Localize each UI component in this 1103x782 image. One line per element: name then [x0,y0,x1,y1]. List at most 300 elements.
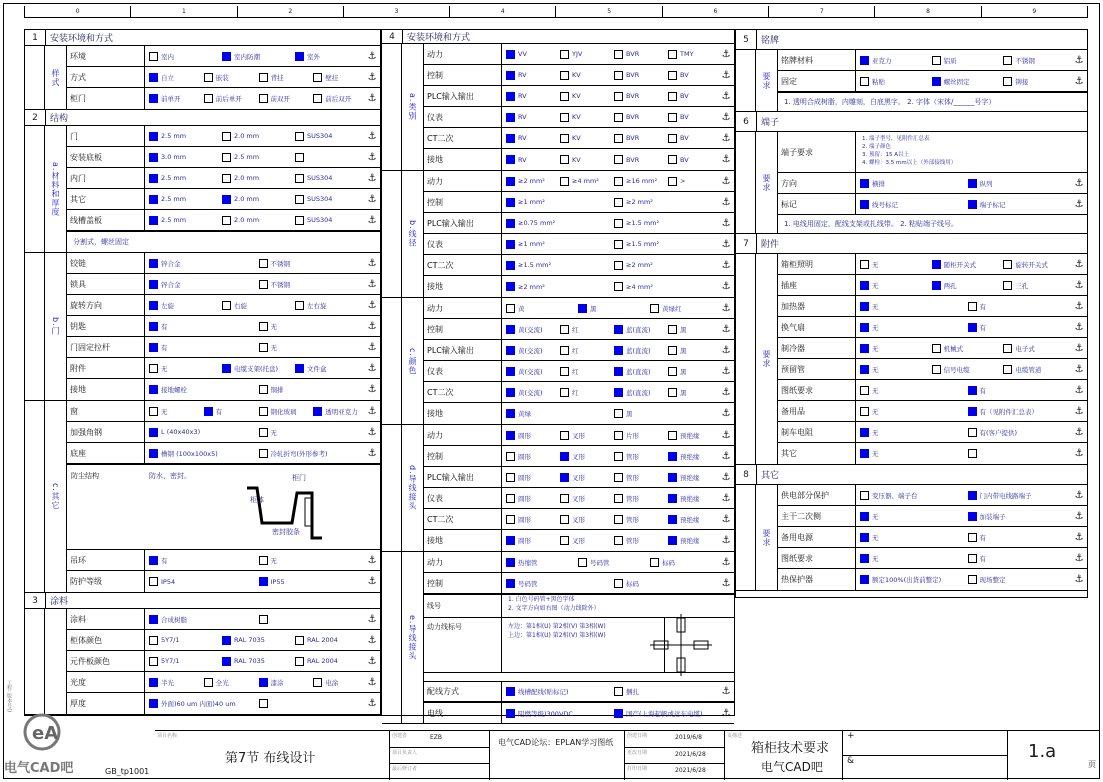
checkbox[interactable] [295,216,304,225]
checkbox[interactable] [313,678,322,687]
checkbox[interactable] [149,343,158,352]
option-item[interactable] [255,73,310,82]
option-item[interactable] [145,615,255,624]
checkbox[interactable] [506,452,515,461]
checkbox[interactable] [614,261,623,270]
option-item[interactable] [610,346,664,355]
checkbox[interactable] [614,346,623,355]
checkbox[interactable] [560,536,569,545]
option-item[interactable] [309,94,364,103]
checkbox[interactable] [506,282,515,291]
option-item[interactable] [502,367,556,376]
option-item[interactable] [610,282,718,291]
option-item[interactable] [856,323,964,332]
checkbox[interactable] [149,73,158,82]
option-item[interactable] [610,473,664,482]
checkbox[interactable] [506,71,515,80]
checkbox[interactable] [968,512,977,521]
option-item[interactable] [502,325,556,334]
option-item[interactable] [964,386,1072,395]
checkbox[interactable] [506,473,515,482]
option-item[interactable] [664,71,718,80]
option-item[interactable] [610,240,718,249]
option-item[interactable] [928,260,1000,269]
checkbox[interactable] [968,554,977,563]
checkbox[interactable] [295,153,304,162]
option-item[interactable] [856,179,964,188]
option-item[interactable] [291,153,364,162]
checkbox[interactable] [506,261,515,270]
checkbox[interactable] [222,636,231,645]
option-item[interactable] [610,494,664,503]
checkbox[interactable] [560,92,569,101]
option-item[interactable] [255,322,365,331]
option-item[interactable] [928,344,1000,353]
option-item[interactable] [145,94,200,103]
checkbox[interactable] [860,323,869,332]
checkbox[interactable] [614,409,623,418]
option-item[interactable] [145,364,218,373]
checkbox[interactable] [860,281,869,290]
checkbox[interactable] [860,428,869,437]
checkbox[interactable] [149,322,158,331]
option-item[interactable] [255,280,365,289]
checkbox[interactable] [560,325,569,334]
option-item[interactable] [200,678,255,687]
option-item[interactable] [145,428,255,437]
option-item[interactable] [856,533,964,542]
checkbox[interactable] [614,709,623,718]
option-item[interactable] [856,200,964,209]
checkbox[interactable] [506,177,515,186]
checkbox[interactable] [668,177,677,186]
option-item[interactable] [856,281,928,290]
checkbox[interactable] [968,491,977,500]
checkbox[interactable] [506,113,515,122]
option-item[interactable] [999,56,1071,65]
checkbox[interactable] [860,386,869,395]
option-item[interactable] [610,579,718,588]
option-item[interactable] [556,325,610,334]
checkbox[interactable] [149,657,158,666]
checkbox[interactable] [204,407,213,416]
option-item[interactable] [502,579,610,588]
option-item[interactable] [502,219,610,228]
option-item[interactable] [664,113,718,122]
checkbox[interactable] [650,558,659,567]
checkbox[interactable] [222,657,231,666]
option-item[interactable] [218,301,291,310]
checkbox[interactable] [560,155,569,164]
option-item[interactable] [200,407,255,416]
option-item[interactable] [145,556,255,565]
option-item[interactable] [964,533,1072,542]
option-item[interactable] [218,216,291,225]
option-item[interactable] [502,240,610,249]
checkbox[interactable] [614,687,623,696]
option-item[interactable] [556,113,610,122]
option-item[interactable] [145,449,255,458]
option-item[interactable] [255,449,365,458]
option-item[interactable] [964,323,1072,332]
checkbox[interactable] [259,615,268,624]
checkbox[interactable] [295,52,304,61]
checkbox[interactable] [506,494,515,503]
checkbox[interactable] [860,407,869,416]
option-item[interactable] [218,52,291,61]
checkbox[interactable] [614,515,623,524]
option-item[interactable] [610,452,664,461]
option-item[interactable] [502,515,556,524]
option-item[interactable] [145,657,218,666]
option-item[interactable] [255,556,365,565]
checkbox[interactable] [968,428,977,437]
option-item[interactable] [964,200,1072,209]
option-item[interactable] [502,134,556,143]
option-item[interactable] [610,92,664,101]
checkbox[interactable] [259,699,268,708]
option-item[interactable] [664,367,718,376]
option-item[interactable] [610,388,664,397]
option-item[interactable] [856,491,964,500]
checkbox[interactable] [149,132,158,141]
option-item[interactable] [856,449,964,458]
option-item[interactable] [928,56,1000,65]
option-item[interactable] [964,407,1072,416]
checkbox[interactable] [259,449,268,458]
checkbox[interactable] [614,113,623,122]
option-item[interactable] [145,385,255,394]
option-item[interactable] [218,636,291,645]
checkbox[interactable] [222,153,231,162]
checkbox[interactable] [614,579,623,588]
option-item[interactable] [664,452,718,461]
option-item[interactable] [664,346,718,355]
option-item[interactable] [574,304,646,313]
option-item[interactable] [664,388,718,397]
checkbox[interactable] [149,699,158,708]
checkbox[interactable] [1003,260,1012,269]
checkbox[interactable] [968,533,977,542]
option-item[interactable] [610,515,664,524]
checkbox[interactable] [668,452,677,461]
checkbox[interactable] [506,304,515,313]
option-item[interactable] [502,452,556,461]
checkbox[interactable] [932,260,941,269]
checkbox[interactable] [932,365,941,374]
checkbox[interactable] [614,473,623,482]
option-item[interactable] [610,177,664,186]
checkbox[interactable] [149,577,158,586]
checkbox[interactable] [614,71,623,80]
checkbox[interactable] [222,364,231,373]
option-item[interactable] [502,558,574,567]
checkbox[interactable] [614,134,623,143]
checkbox[interactable] [668,536,677,545]
checkbox[interactable] [149,259,158,268]
option-item[interactable] [556,388,610,397]
checkbox[interactable] [1003,56,1012,65]
option-item[interactable] [255,343,365,352]
checkbox[interactable] [506,367,515,376]
option-item[interactable] [856,428,964,437]
checkbox[interactable] [259,428,268,437]
option-item[interactable] [999,281,1071,290]
option-item[interactable] [556,431,610,440]
option-item[interactable] [999,260,1071,269]
checkbox[interactable] [614,155,623,164]
option-item[interactable] [856,407,964,416]
option-item[interactable] [999,77,1071,86]
option-item[interactable] [145,678,200,687]
checkbox[interactable] [506,687,515,696]
option-item[interactable] [999,344,1071,353]
option-item[interactable] [145,577,255,586]
checkbox[interactable] [259,556,268,565]
checkbox[interactable] [149,385,158,394]
option-item[interactable] [964,512,1072,521]
option-item[interactable] [664,50,718,59]
checkbox[interactable] [149,449,158,458]
checkbox[interactable] [506,536,515,545]
option-item[interactable] [502,494,556,503]
checkbox[interactable] [259,678,268,687]
option-item[interactable] [556,536,610,545]
checkbox[interactable] [149,301,158,310]
option-item[interactable] [502,709,610,718]
option-item[interactable] [610,431,664,440]
option-item[interactable] [664,92,718,101]
option-item[interactable] [856,365,928,374]
option-item[interactable] [610,367,664,376]
checkbox[interactable] [860,77,869,86]
option-item[interactable] [964,179,1072,188]
option-item[interactable] [928,365,1000,374]
option-item[interactable] [556,452,610,461]
checkbox[interactable] [860,344,869,353]
option-item[interactable] [664,155,718,164]
checkbox[interactable] [614,494,623,503]
checkbox[interactable] [860,575,869,584]
checkbox[interactable] [506,558,515,567]
checkbox[interactable] [668,50,677,59]
checkbox[interactable] [578,304,587,313]
checkbox[interactable] [614,240,623,249]
option-item[interactable] [145,73,200,82]
checkbox[interactable] [614,198,623,207]
option-item[interactable] [646,304,718,313]
option-item[interactable] [255,577,365,586]
option-item[interactable] [556,367,610,376]
checkbox[interactable] [560,473,569,482]
checkbox[interactable] [614,219,623,228]
option-item[interactable] [502,304,574,313]
option-item[interactable] [964,575,1072,584]
option-item[interactable] [309,678,364,687]
checkbox[interactable] [668,325,677,334]
option-item[interactable] [610,71,664,80]
option-item[interactable] [556,134,610,143]
checkbox[interactable] [614,92,623,101]
option-item[interactable] [255,407,310,416]
checkbox[interactable] [860,200,869,209]
option-item[interactable] [200,94,255,103]
checkbox[interactable] [560,367,569,376]
checkbox[interactable] [860,365,869,374]
checkbox[interactable] [259,94,268,103]
option-item[interactable] [856,575,964,584]
checkbox[interactable] [149,678,158,687]
checkbox[interactable] [668,431,677,440]
checkbox[interactable] [222,301,231,310]
checkbox[interactable] [578,558,587,567]
checkbox[interactable] [968,200,977,209]
checkbox[interactable] [149,153,158,162]
option-item[interactable] [610,113,664,122]
checkbox[interactable] [506,388,515,397]
option-item[interactable] [502,282,610,291]
option-item[interactable] [664,494,718,503]
option-item[interactable] [255,615,365,624]
checkbox[interactable] [860,56,869,65]
checkbox[interactable] [506,198,515,207]
option-item[interactable] [556,50,610,59]
option-item[interactable] [291,132,364,141]
option-item[interactable] [556,515,610,524]
checkbox[interactable] [668,92,677,101]
option-item[interactable] [255,428,365,437]
checkbox[interactable] [650,304,659,313]
checkbox[interactable] [560,50,569,59]
checkbox[interactable] [204,678,213,687]
option-item[interactable] [200,73,255,82]
option-item[interactable] [218,174,291,183]
checkbox[interactable] [932,77,941,86]
checkbox[interactable] [313,94,322,103]
option-item[interactable] [145,636,218,645]
checkbox[interactable] [259,577,268,586]
checkbox[interactable] [614,452,623,461]
option-item[interactable] [502,346,556,355]
checkbox[interactable] [1003,281,1012,290]
option-item[interactable] [502,155,556,164]
option-item[interactable] [574,558,646,567]
option-item[interactable] [556,346,610,355]
option-item[interactable] [610,155,664,164]
option-item[interactable] [664,536,718,545]
option-item[interactable] [218,364,291,373]
checkbox[interactable] [668,346,677,355]
checkbox[interactable] [560,515,569,524]
checkbox[interactable] [668,515,677,524]
option-item[interactable] [291,301,364,310]
option-item[interactable] [218,657,291,666]
option-item[interactable] [610,325,664,334]
option-item[interactable] [291,636,364,645]
option-item[interactable] [610,219,718,228]
option-item[interactable] [502,177,556,186]
checkbox[interactable] [149,280,158,289]
checkbox[interactable] [560,431,569,440]
checkbox[interactable] [560,113,569,122]
checkbox[interactable] [860,533,869,542]
option-item[interactable] [856,512,964,521]
option-item[interactable] [556,177,610,186]
option-item[interactable] [145,216,218,225]
checkbox[interactable] [860,449,869,458]
option-item[interactable] [255,699,365,708]
checkbox[interactable] [668,155,677,164]
checkbox[interactable] [668,473,677,482]
option-item[interactable] [309,73,364,82]
option-item[interactable] [145,301,218,310]
checkbox[interactable] [506,155,515,164]
checkbox[interactable] [222,132,231,141]
option-item[interactable] [255,94,310,103]
option-item[interactable] [502,92,556,101]
option-item[interactable] [646,558,718,567]
checkbox[interactable] [614,50,623,59]
option-item[interactable] [145,699,255,708]
checkbox[interactable] [295,636,304,645]
option-item[interactable] [610,709,718,718]
option-item[interactable] [928,281,1000,290]
checkbox[interactable] [506,579,515,588]
option-item[interactable] [145,322,255,331]
option-item[interactable] [502,261,610,270]
checkbox[interactable] [295,174,304,183]
checkbox[interactable] [614,431,623,440]
checkbox[interactable] [560,134,569,143]
checkbox[interactable] [295,657,304,666]
checkbox[interactable] [222,52,231,61]
option-item[interactable] [664,431,718,440]
checkbox[interactable] [259,385,268,394]
checkbox[interactable] [560,346,569,355]
option-item[interactable] [556,71,610,80]
checkbox[interactable] [149,174,158,183]
option-item[interactable] [556,155,610,164]
option-item[interactable] [145,280,255,289]
option-item[interactable] [664,515,718,524]
option-item[interactable] [610,261,718,270]
option-item[interactable] [309,407,364,416]
checkbox[interactable] [614,177,623,186]
checkbox[interactable] [968,407,977,416]
checkbox[interactable] [560,494,569,503]
option-item[interactable] [610,50,664,59]
checkbox[interactable] [668,113,677,122]
checkbox[interactable] [560,177,569,186]
checkbox[interactable] [668,367,677,376]
checkbox[interactable] [259,73,268,82]
checkbox[interactable] [614,367,623,376]
option-item[interactable] [928,77,1000,86]
checkbox[interactable] [668,388,677,397]
checkbox[interactable] [259,322,268,331]
option-item[interactable] [145,343,255,352]
option-item[interactable] [610,198,718,207]
checkbox[interactable] [313,73,322,82]
option-item[interactable] [964,491,1072,500]
option-item[interactable] [856,77,928,86]
option-item[interactable] [218,153,291,162]
option-item[interactable] [964,449,1072,458]
option-item[interactable] [291,174,364,183]
option-item[interactable] [291,195,364,204]
option-item[interactable] [218,132,291,141]
option-item[interactable] [145,132,218,141]
